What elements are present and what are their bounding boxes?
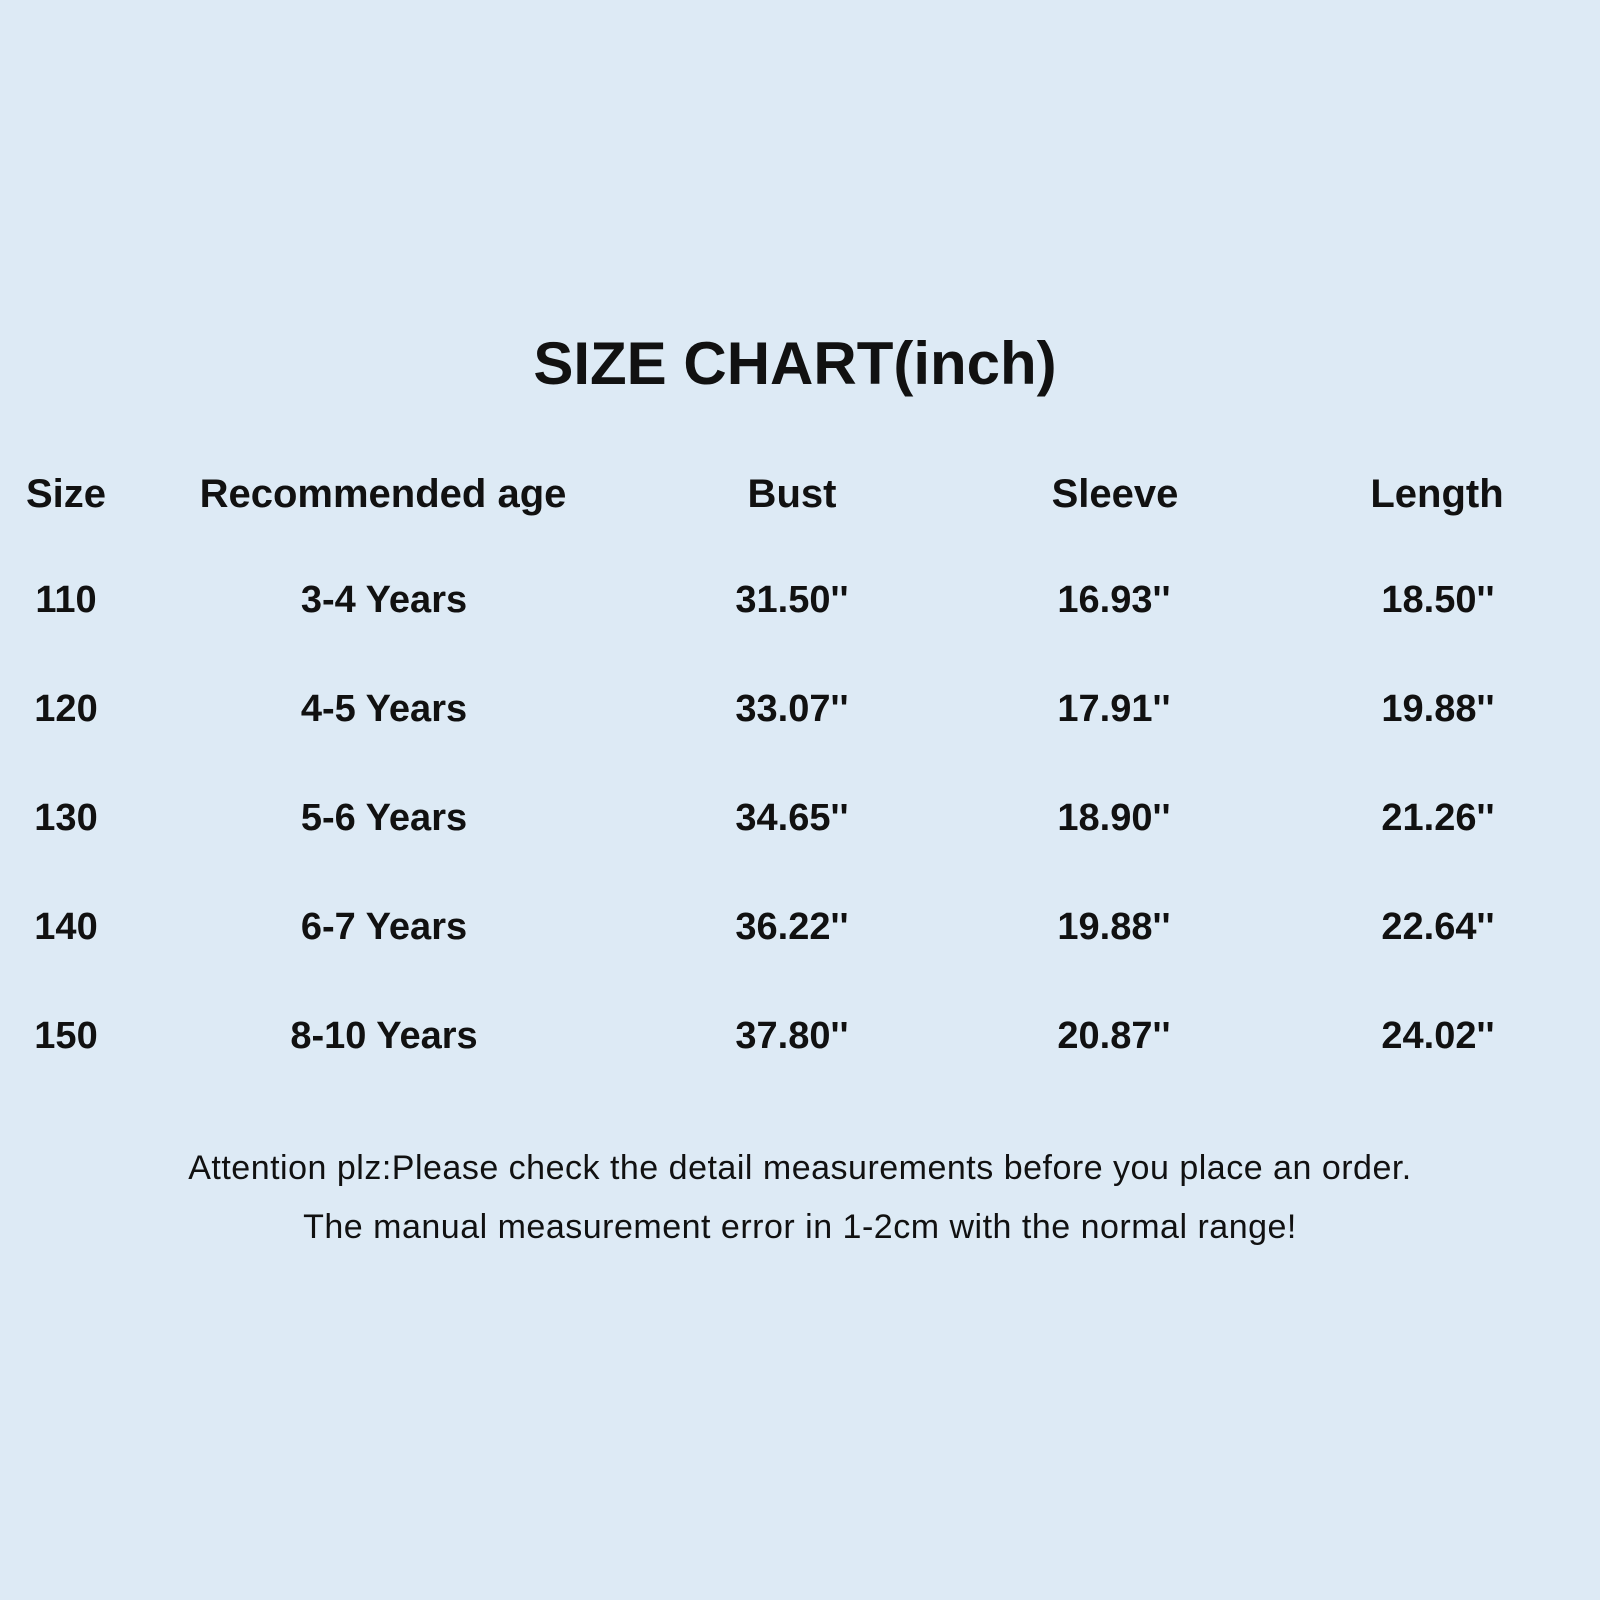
cell-bust: 36.22'' (735, 906, 849, 948)
cell-age: 6-7 Years (300, 906, 468, 948)
cell-sleeve: 20.87'' (1057, 1015, 1171, 1057)
cell-size: 150 (34, 1015, 98, 1057)
cell-bust: 34.65'' (735, 797, 849, 839)
cell-size: 120 (34, 688, 98, 730)
cell-age: 3-4 Years (300, 579, 468, 621)
cell-length: 19.88'' (1381, 688, 1495, 730)
header-size: Size (25, 472, 107, 516)
header-length: Length (1370, 472, 1504, 516)
cell-size: 130 (34, 797, 98, 839)
cell-sleeve: 19.88'' (1057, 906, 1171, 948)
cell-length: 21.26'' (1381, 797, 1495, 839)
cell-bust: 37.80'' (735, 1015, 849, 1057)
measurement-error-note: The manual measurement error in 1-2cm with the normal range! (303, 1208, 1297, 1246)
cell-length: 22.64'' (1381, 906, 1495, 948)
cell-bust: 31.50'' (735, 579, 849, 621)
cell-length: 24.02'' (1381, 1015, 1495, 1057)
cell-sleeve: 16.93'' (1057, 579, 1171, 621)
cell-age: 8-10 Years (290, 1015, 478, 1057)
page-title: SIZE CHART(inch) (533, 330, 1057, 397)
header-bust: Bust (747, 472, 837, 516)
header-sleeve: Sleeve (1051, 472, 1179, 516)
cell-age: 5-6 Years (300, 797, 468, 839)
cell-age: 4-5 Years (300, 688, 468, 730)
cell-size: 110 (35, 579, 97, 621)
header-recommended-age: Recommended age (199, 472, 567, 516)
attention-note: Attention plz:Please check the detail measurements before you place an order. (188, 1149, 1412, 1187)
cell-size: 140 (34, 906, 98, 948)
cell-length: 18.50'' (1381, 579, 1495, 621)
cell-sleeve: 17.91'' (1057, 688, 1171, 730)
cell-bust: 33.07'' (735, 688, 849, 730)
cell-sleeve: 18.90'' (1057, 797, 1171, 839)
